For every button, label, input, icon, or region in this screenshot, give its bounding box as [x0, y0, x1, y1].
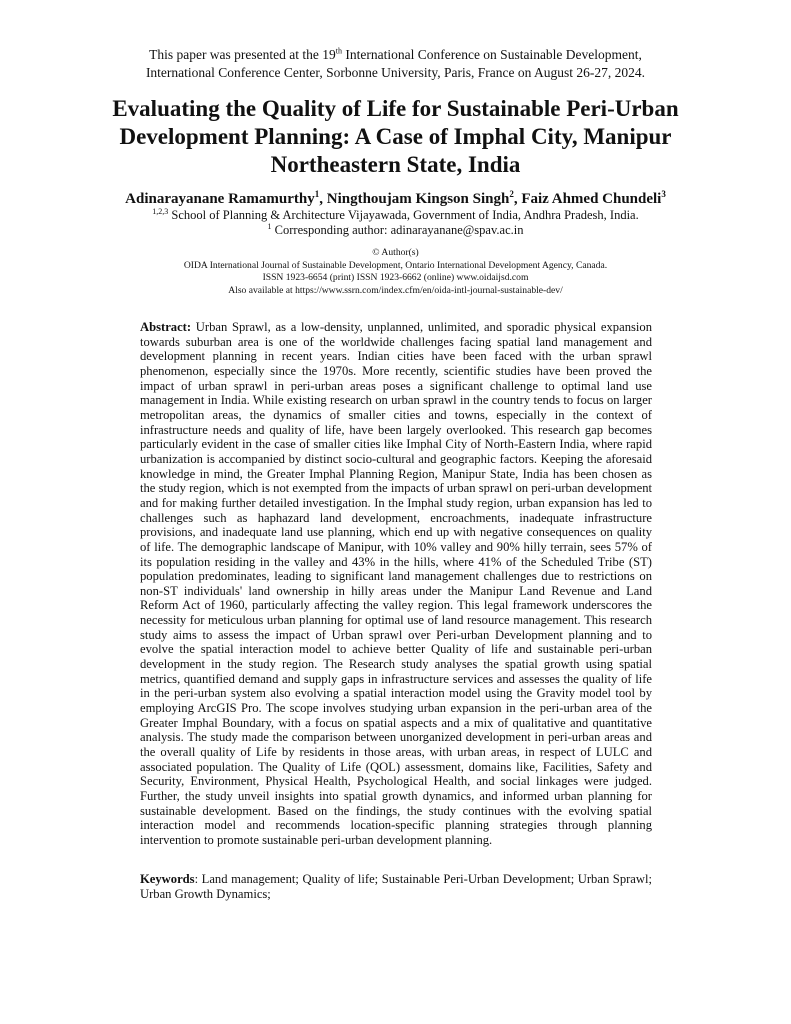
journal-issn: ISSN 1923-6654 (print) ISSN 1923-6662 (online) www.oidaijsd.com [262, 272, 529, 283]
abstract-label: Abstract: [140, 320, 192, 334]
author-separator: , [513, 191, 522, 207]
keywords-label: Keywords [140, 872, 195, 886]
conference-note-line2: International Conference Center, Sorbonne University, Paris, France on August 26-27, 2024. [145, 65, 646, 80]
author-name: Faiz Ahmed Chundeli [521, 191, 662, 207]
author-name: Adinarayanane Ramamurthy [125, 191, 315, 207]
title-line: Northeastern State, India [270, 152, 521, 177]
corresponding-text: Corresponding author: adinarayanane@spav.ac.in [271, 223, 524, 237]
conference-note-line1 [100, 46, 691, 64]
affiliation-mark: 1,2,3 [152, 206, 169, 216]
keywords [140, 872, 652, 902]
paper-title [70, 95, 721, 179]
copyright-line: © Author(s) [372, 247, 419, 258]
note-text: This paper was presented at the 19 [149, 47, 336, 62]
author-list [60, 190, 731, 208]
author-affiliation-mark: 1 [314, 189, 320, 199]
affiliation-line [60, 208, 731, 223]
abstract-text: Urban Sprawl, as a low-density, unplanned, unlimited, and sporadic physical expansion towards suburban area is one of the worldwide challenges facing spatial land management and development planning in recent years. Indian cities have been faced with the urban sprawl phenomenon, especially since the 1970s. More recently, scientific studies have been proved the impact of urban sprawl in peri-urban areas poses a significant challenge to optimal land use management in India. While existing research on urban sprawl in the country tends to focus on larger metropolitan areas, the dynamics of smaller cities and towns, especially in the context of infrastructure needs and quality of life, have been largely overlooked. This research gap becomes particularly evident in the case of smaller cities like Imphal City of North-Eastern India, where rapid urbanization is accompanied by distinct socio-cultural and geographic factors. Keeping the aforesaid knowledge in mind, the Greater Imphal Planning Region, Manipur State, India has been chosen as the study region, which is not exempted from the impacts of urban sprawl on peri-urban development and for making further detailed investigation. In the Imphal study region, urban expansion has led to challenges such as haphazard land development, encroachments, inadequate infrastructure provisions, and inadequate land use planning, which end up with negative consequences on quality of life. The demographic landscape of Manipur, with 10% valley and 90% hilly terrain, sees 57% of its population residing in the valley and 43% in the hills, where 41% of the Scheduled Tribe (ST) population predominates, leading to significant land management challenges due to restrictions on non-ST individuals' land ownership in hilly areas under the Manipur Land Revenue and Land Reform Act of 1960, particularly affecting the valley region. This legal framework underscores the necessity for meticulous urban planning for optimal use of land resource management. This research study aims to assess the impact of Urban sprawl over Peri-urban Development planning and to evolve the spatial interaction model to achieve better Quality of life and sustainable peri-urban development in the study region. The Research study analyses the spatial growth using spatial metrics, quantified demand and supply gaps in infrastructure services and assesses the quality of life in the peri-urban system also evolving a spatial interaction model using the Gravity model tool by employing ArcGIS Pro. The scope involves studying urban expansion in the peri-urban area of the Greater Imphal Boundary, with a focus on spatial aspects and a mix of qualitative and quantitative analysis. The study made the comparison between unorganized development in peri-urban areas and the overall quality of Life by residents in those areas, with urban areas, in respect of LULC and associated population. The Quality of Life (QOL) assessment, domains like, Facilities, Safety and Security, Environment, Physical Health, Psychological Health, and social linkages were judged. Further, the study unveil insights into spatial growth dynamics, and informed urban planning for sustainable development. Based on the findings, the study continues with the evolving spatial interaction model and recommends location-specific planning strategies through planning intervention to promote sustainable peri-urban development planning. [140, 320, 652, 847]
corresponding-author [60, 223, 731, 238]
keywords-text: : Land management; Quality of life; Sustainable Peri-Urban Development; Urban Sprawl; Urban Growth Dynamics; [140, 872, 652, 901]
journal-name: OIDA International Journal of Sustainable Development, Ontario International Development Agency, Canada. [183, 259, 608, 271]
author-separator: , [319, 191, 327, 207]
conference-note [100, 46, 691, 82]
affiliation-text: School of Planning & Architecture Vijayawada, Government of India, Andhra Pradesh, India. [168, 208, 639, 222]
title-line: Evaluating the Quality of Life for Sustainable Peri-Urban [112, 96, 679, 121]
author-affiliation-mark: 3 [661, 189, 666, 199]
journal-availability: Also available at https://www.ssrn.com/index.cfm/en/oida-intl-journal-sustainable-dev/ [228, 284, 563, 296]
author-name: Ningthoujam Kingson Singh [326, 191, 510, 207]
corresponding-mark: 1 [267, 221, 272, 231]
affiliation [60, 208, 731, 238]
author-affiliation-mark: 2 [509, 189, 514, 199]
note-text: International Conference on Sustainable Development, [342, 47, 642, 62]
title-line: Development Planning: A Case of Imphal City, Manipur [119, 124, 672, 149]
journal-info [60, 247, 731, 297]
note-superscript: th [335, 46, 342, 56]
abstract [140, 320, 652, 848]
